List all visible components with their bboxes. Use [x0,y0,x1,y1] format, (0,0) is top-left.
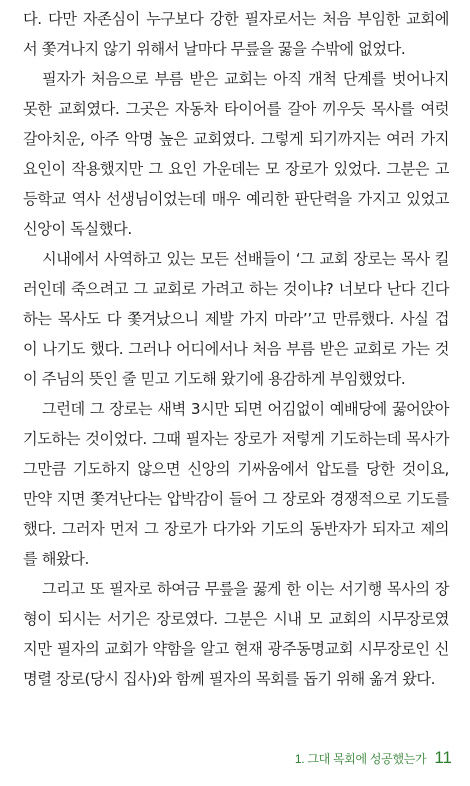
text-line: 갈아치운, 아주 악명 높은 교회였다. 그렇게 되기까지는 여러 가지 [23,130,449,148]
text-line: 요인이 작용했지만 그 요인 가운데는 모 장로가 있었다. 그분은 고 [23,160,449,178]
text-line: 만약 지면 쫓겨난다는 압박감이 들어 그 장로와 경쟁적으로 기도를 [23,490,449,508]
text-line: 그만큼 기도하지 않으면 신앙의 기싸움에서 압도를 당한 것이요, [23,460,449,478]
text-line: 이 나기도 했다. 그러나 어디에서나 처음 부름 받은 교회로 가는 것 [23,340,449,358]
text-line: 형이 되시는 서기은 장로였다. 그분은 시내 모 교회의 시무장로였 [23,610,449,628]
text-line: 그리고 또 필자로 하여금 무릎을 꿇게 한 이는 서기행 목사의 장 [42,580,449,598]
page-number: 11 [434,748,452,767]
text-line: 신앙이 독실했다. [23,220,132,238]
text-line: 다. 다만 자존심이 누구보다 강한 필자로서는 처음 부임한 교회에 [23,10,449,28]
text-line: 시내에서 사역하고 있는 모든 선배들이 ‘그 교회 장로는 목사 킬 [42,250,449,268]
text-line: 했다. 그러자 먼저 그 장로가 다가와 기도의 동반자가 되자고 제의 [23,520,449,538]
text-line: 지만 필자의 교회가 약함을 알고 현재 광주동명교회 시무장로인 신 [23,640,449,658]
text-line: 를 해왔다. [23,550,89,568]
text-line: 기도하는 것이었다. 그때 필자는 장로가 저렇게 기도하는데 목사가 [23,430,449,448]
text-line: 서 쫓겨나지 않기 위해서 날마다 무릎을 꿇을 수밖에 없었다. [23,40,406,58]
text-line: 러인데 죽으려고 그 교회로 가려고 하는 것이냐? 너보다 난다 긴다 [23,280,449,298]
page-footer [295,748,452,770]
text-line: 못한 교회였다. 그곳은 자동차 타이어를 갈아 끼우듯 목사를 여럿 [23,100,449,118]
text-line: 그런데 그 장로는 새벽 3시만 되면 어김없이 예배당에 꿇어앉아 [42,400,449,418]
text-line: 이 주님의 뜻인 줄 믿고 기도해 왔기에 용감하게 부임했었다. [23,370,406,388]
text-line: 등학교 역사 선생님이었는데 매우 예리한 판단력을 가지고 있었고 [23,190,449,208]
text-line: 필자가 처음으로 부름 받은 교회는 아직 개척 단계를 벗어나지 [42,70,449,88]
text-line: 하는 목사도 다 쫓겨났으니 제발 가지 마라’’고 만류했다. 사실 겁 [23,310,449,328]
text-line: 명렬 장로(당시 집사)와 함께 필자의 목회를 돕기 위해 옮겨 왔다. [23,670,436,688]
running-footer-title: 1. 그대 목회에 성공했는가 [294,752,427,766]
